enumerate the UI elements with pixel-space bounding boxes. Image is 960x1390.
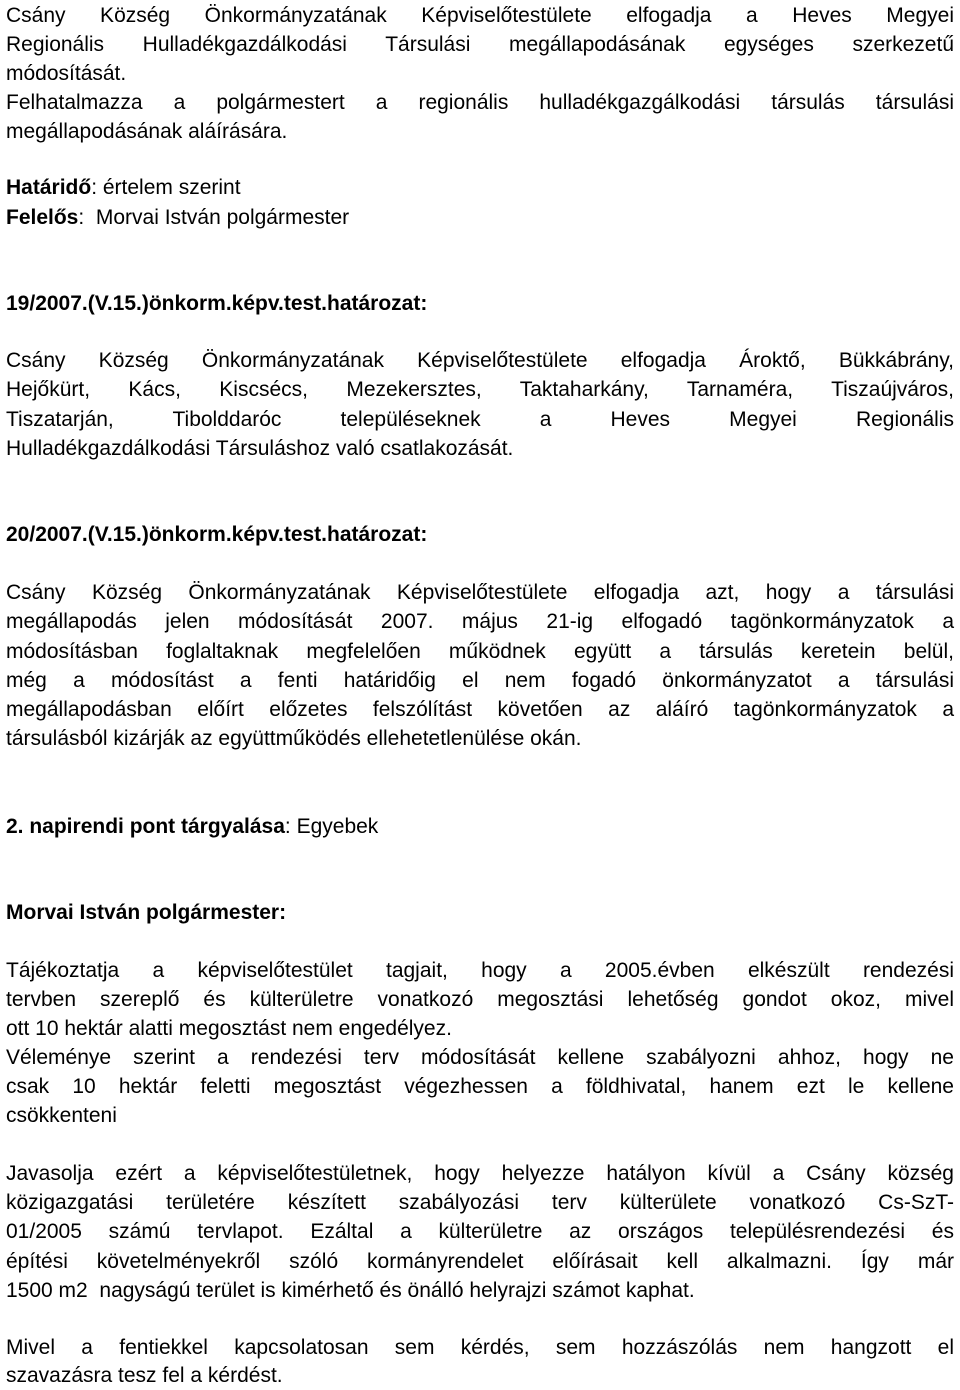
- resolution-text-line: megállapodás jelen módosítását 2007. május 21-ig elfogadó tagönkormányzatok a: [6, 610, 954, 633]
- resolution-text-line: Regionális Hulladékgazdálkodási Társulási megállapodásának egységes szerkezetű: [6, 33, 954, 56]
- paragraph-line: Tájékoztatja a képviselőtestület tagjait, hogy a 2005.évben elkészült rendezési: [6, 959, 954, 982]
- agenda-line: [6, 812, 378, 841]
- agenda-label: 2. napirendi pont tárgyalása: [6, 815, 285, 838]
- deadline-label: Határidő: [6, 176, 92, 199]
- paragraph-line: építési követelményekről szóló kormányrendelet előírásait kell alkalmazni. Így már: [6, 1250, 954, 1273]
- agenda-value: : Egyebek: [284, 815, 379, 838]
- resolution-text-line: Tiszatarján, Tibolddaróc településeknek a Heves Megyei Regionális: [6, 408, 954, 431]
- resolution-heading: 20/2007.(V.15.)önkorm.képv.test.határozat:: [6, 523, 428, 546]
- responsible-line: [6, 203, 349, 232]
- deadline-value: : értelem szerint: [91, 176, 241, 199]
- paragraph-line: Véleménye szerint a rendezési terv módosítását kellene szabályozni ahhoz, hogy ne: [6, 1046, 954, 1069]
- paragraph-line: csak 10 hektár feletti megosztást végezhessen a földhivatal, hanem ezt le kellene: [6, 1075, 954, 1098]
- resolution-text-line: módosítását.: [6, 62, 127, 85]
- responsible-value: : Morvai István polgármester: [78, 206, 350, 229]
- paragraph-line: csökkenteni: [6, 1104, 117, 1127]
- paragraph-line: Mivel a fentiekkel kapcsolatosan sem kérdés, sem hozzászólás nem hangzott el: [6, 1336, 954, 1359]
- resolution-text-line: megállapodásának aláírására.: [6, 120, 288, 143]
- resolution-text-line: még a módosítást a fenti határidőig el nem fogadó önkormányzatot a társulási: [6, 669, 954, 692]
- resolution-text-line: Csány Község Önkormányzatának Képviselőtestülete elfogadja a Heves Megyei: [6, 4, 954, 27]
- resolution-text-line: Csány Község Önkormányzatának Képviselőtestülete elfogadja azt, hogy a társulási: [6, 581, 954, 604]
- paragraph-line: tervben szereplő és külterületre vonatkozó megosztási lehetőség gondot okoz, mivel: [6, 988, 954, 1011]
- paragraph-line: szavazásra tesz fel a kérdést.: [6, 1364, 283, 1387]
- resolution-heading: 19/2007.(V.15.)önkorm.képv.test.határozat:: [6, 292, 428, 315]
- paragraph-line: közigazgatási területére készített szabályozási terv külterülete vonatkozó Cs-SzT-: [6, 1191, 954, 1214]
- responsible-label: Felelős: [6, 206, 79, 229]
- resolution-text-line: Felhatalmazza a polgármestert a regionális hulladékgazgálkodási társulás társulási: [6, 91, 954, 114]
- paragraph-line: 1500 m2 nagyságú terület is kimérhető és önálló helyrajzi számot kaphat.: [6, 1279, 695, 1302]
- deadline-line: [6, 173, 241, 202]
- paragraph-line: Javasolja ezért a képviselőtestületnek, hogy helyezze hatályon kívül a Csány község: [6, 1162, 954, 1185]
- paragraph-line: 01/2005 számú tervlapot. Ezáltal a külterületre az országos településrendezési és: [6, 1220, 954, 1243]
- resolution-text-line: társulásból kizárják az együttműködés ellehetetlenülése okán.: [6, 727, 582, 750]
- resolution-text-line: megállapodásban előírt előzetes felszólítást követően az aláíró tagönkormányzatok a: [6, 698, 954, 721]
- resolution-text-line: Hulladékgazdálkodási Társuláshoz való csatlakozását.: [6, 437, 514, 460]
- resolution-text-line: Hejőkürt, Kács, Kiscsécs, Mezekersztes, Taktaharkány, Tarnaméra, Tiszaújváros,: [6, 378, 954, 401]
- speaker-heading: Morvai István polgármester:: [6, 901, 287, 924]
- paragraph-line: ott 10 hektár alatti megosztást nem engedélyez.: [6, 1017, 452, 1040]
- resolution-text-line: Csány Község Önkormányzatának Képviselőtestülete elfogadja Ároktő, Bükkábrány,: [6, 349, 954, 372]
- resolution-text-line: módosításban foglaltaknak megfelelően működnek együtt a társulás keretein belül,: [6, 640, 954, 663]
